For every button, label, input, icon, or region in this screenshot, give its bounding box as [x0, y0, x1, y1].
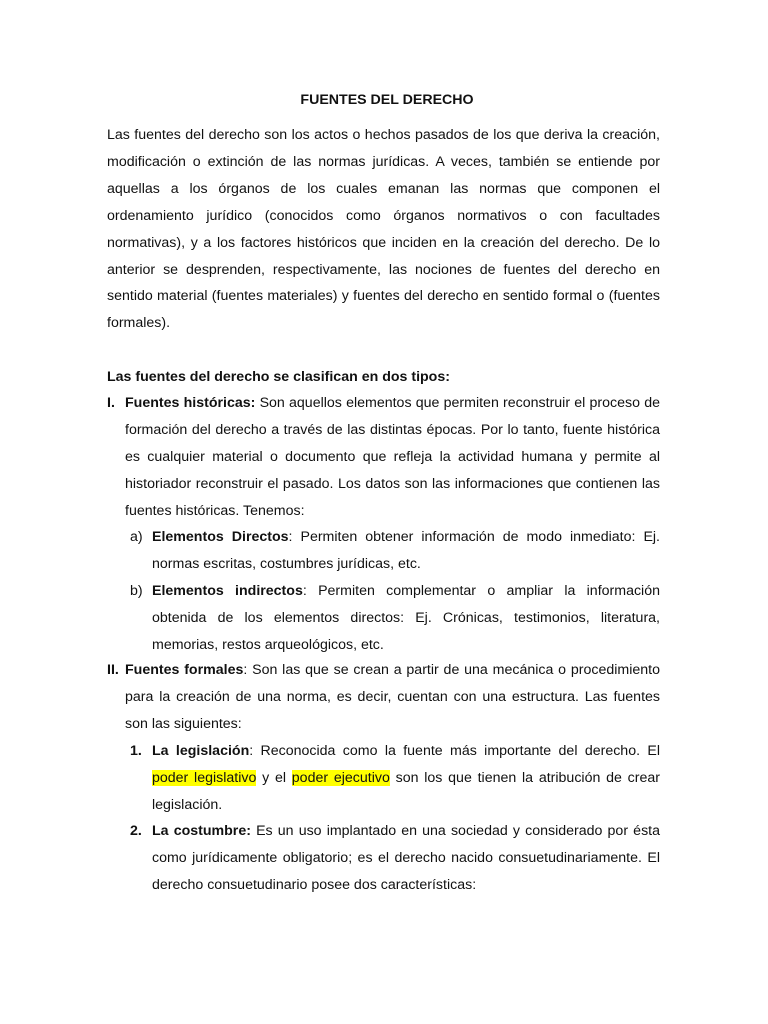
section-2-term: Fuentes formales: [125, 662, 244, 678]
section-1-marker: I.: [107, 395, 115, 411]
classification-heading: Las fuentes del derecho se clasifican en dos tipos:: [107, 369, 450, 385]
section-1-paragraph: [125, 390, 660, 525]
item-a-paragraph: [152, 524, 660, 578]
item-2-paragraph: [152, 818, 660, 899]
item-2-term: La costumbre:: [152, 823, 251, 839]
intro-paragraph: Las fuentes del derecho son los actos o hechos pasados de los que deriva la creación, modificación o extinción de las normas jurídicas. A veces, también se entiende por aquellas a los órganos de los cuales emanan las normas que componen el ordenamiento jurídico (conocidos como órganos normativos o con facultades normativas), y a los factores históricos que inciden en la creación del derecho. De lo anterior se desprenden, respectivamente, las nociones de fuentes del derecho en sentido material (fuentes materiales) y fuentes del derecho en sentido formal o (fuentes formales).: [107, 127, 660, 332]
highlight-poder-legislativo: poder legislativo: [152, 769, 257, 786]
item-1-term: La legislación: [152, 743, 250, 759]
item-b-text: : Permiten complementar o ampliar la información obtenida de los elementos directos: Ej. Crónicas, testimonios, literatura, memorias, restos arqueológicos, etc.: [152, 583, 660, 653]
item-2-marker: 2.: [130, 823, 142, 839]
item-1-marker: 1.: [130, 743, 142, 759]
item-1-text-c: son los que tienen la atribución de crear legislación.: [152, 769, 660, 813]
item-b-marker: b): [130, 583, 143, 599]
item-1-text-b: y el: [256, 769, 292, 786]
item-a-term: Elementos Directos: [152, 529, 289, 545]
item-2-text: Es un uso implantado en una sociedad y considerado por ésta como jurídicamente obligatorio; es el derecho nacido consuetudinariamente. El derecho consuetudinario posee dos características:: [152, 823, 660, 893]
item-b-term: Elementos indirectos: [152, 583, 303, 599]
document-title: FUENTES DEL DERECHO: [300, 92, 474, 108]
section-1-text: Son aquellos elementos que permiten reconstruir el proceso de formación del derecho a través de las distintas épocas. Por lo tanto, fuente histórica es cualquier material o documento que refleja la actividad humana y permite al historiador reconstruir el pasado. Los datos son las informaciones que contienen las fuentes históricas. Tenemos:: [125, 395, 660, 519]
highlight-poder-ejecutivo: poder ejecutivo: [291, 769, 390, 786]
section-1-term: Fuentes históricas:: [125, 395, 256, 411]
item-a-text: : Permiten obtener información de modo inmediato: Ej. normas escritas, costumbres jurídicas, etc.: [152, 529, 660, 572]
section-2-paragraph: [125, 657, 660, 738]
section-2-text: : Son las que se crean a partir de una mecánica o procedimiento para la creación de una norma, es decir, cuentan con una estructura. Las fuentes son las siguientes:: [125, 662, 660, 732]
section-2-marker: II.: [107, 662, 119, 678]
item-1-text-a: : Reconocida como la fuente más importante del derecho. El: [249, 743, 660, 759]
item-1-paragraph: [152, 738, 660, 819]
item-b-paragraph: [152, 578, 660, 659]
item-a-marker: a): [130, 529, 143, 545]
